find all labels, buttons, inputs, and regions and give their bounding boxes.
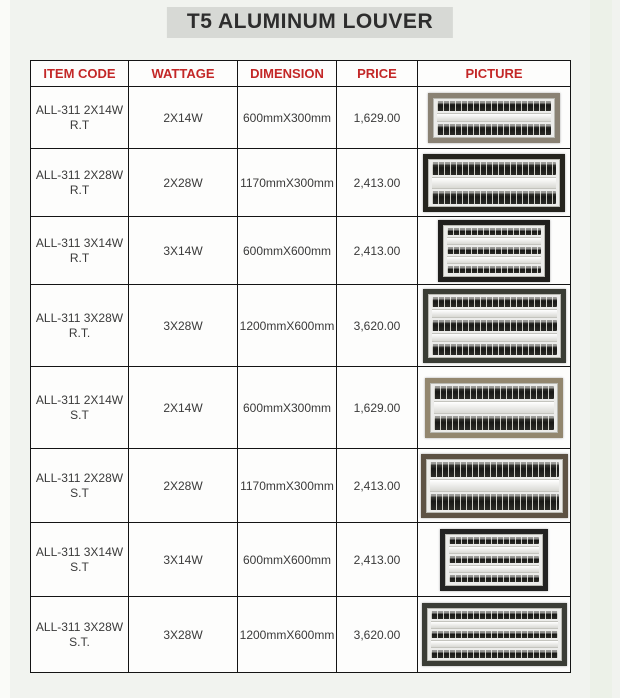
- table-row: [31, 449, 571, 523]
- louver-band: [432, 344, 557, 354]
- picture-cell: [418, 449, 571, 523]
- reflector-strip: [432, 333, 557, 343]
- dimension-cell: 1170mmX300mm: [238, 449, 337, 523]
- wattage-cell: 3X28W: [129, 597, 238, 673]
- louver-fixture-graphic: [433, 98, 555, 138]
- item-code-line1: ALL-311 3X28W: [35, 310, 124, 325]
- dimension-cell: 1200mmX600mm: [238, 597, 337, 673]
- item-code-cell: [31, 285, 129, 367]
- column-header-dimension: DIMENSION: [238, 61, 337, 87]
- price-cell: 3,620.00: [337, 285, 418, 367]
- item-code-line2: R.T: [69, 182, 90, 197]
- wattage-cell: 3X14W: [129, 217, 238, 285]
- product-photo: [440, 529, 548, 591]
- price-cell: 1,629.00: [337, 87, 418, 149]
- item-code-cell: [31, 149, 129, 217]
- product-photo: [423, 154, 565, 212]
- reflector-strip: [432, 177, 556, 189]
- price-cell: 2,413.00: [337, 217, 418, 285]
- column-header-wattage: WATTAGE: [129, 61, 238, 87]
- picture-cell: [418, 523, 571, 597]
- reflector-strip: [449, 565, 539, 573]
- item-code-cell: [31, 523, 129, 597]
- reflector-strip: [447, 256, 541, 264]
- wattage-cell: 2X14W: [129, 87, 238, 149]
- page-title: T5 ALUMINUM LOUVER: [167, 7, 453, 38]
- louver-band: [432, 320, 557, 330]
- louver-band: [447, 228, 541, 235]
- dimension-cell: 600mmX300mm: [238, 367, 337, 449]
- item-code-line1: ALL-311 3X28W: [35, 619, 124, 634]
- louver-fixture-graphic: [427, 608, 562, 661]
- price-cell: 3,620.00: [337, 597, 418, 673]
- product-table: [30, 60, 571, 673]
- table-row: [31, 149, 571, 217]
- dimension-cell: 600mmX600mm: [238, 523, 337, 597]
- louver-band: [432, 297, 557, 307]
- item-code-line2: S.T: [70, 407, 89, 422]
- price-cell: 2,413.00: [337, 523, 418, 597]
- reflector-strip: [434, 401, 554, 414]
- item-code-cell: [31, 367, 129, 449]
- louver-fixture-graphic: [445, 534, 543, 586]
- item-code-line1: ALL-311 3X14W: [35, 544, 124, 559]
- item-code-line1: ALL-311 2X28W: [35, 470, 124, 485]
- louver-fixture-graphic: [428, 294, 561, 358]
- louver-band: [432, 191, 556, 204]
- product-photo: [422, 603, 567, 666]
- item-code-line1: ALL-311 2X14W: [35, 102, 124, 117]
- dimension-cell: 1170mmX300mm: [238, 149, 337, 217]
- item-code-cell: [31, 217, 129, 285]
- item-code-cell: [31, 87, 129, 149]
- louver-band: [437, 124, 551, 134]
- table-row: [31, 87, 571, 149]
- louver-band: [449, 556, 539, 563]
- louver-band: [434, 386, 554, 400]
- louver-fixture-graphic: [428, 159, 560, 207]
- dimension-cell: 600mmX600mm: [238, 217, 337, 285]
- louver-band: [431, 650, 558, 658]
- price-cell: 1,629.00: [337, 367, 418, 449]
- price-cell: 2,413.00: [337, 149, 418, 217]
- page-right-edge: [590, 0, 612, 698]
- louver-band: [434, 416, 554, 430]
- reflector-strip: [437, 113, 551, 123]
- table-row: [31, 367, 571, 449]
- louver-band: [449, 537, 539, 544]
- table-row: [31, 285, 571, 367]
- column-header-picture: PICTURE: [418, 61, 571, 87]
- wattage-cell: 2X28W: [129, 149, 238, 217]
- page-left-edge: [0, 0, 10, 698]
- louver-band: [432, 162, 556, 175]
- item-code-line2: S.T: [70, 485, 89, 500]
- reflector-strip: [430, 479, 559, 493]
- table-row: [31, 523, 571, 597]
- louver-band: [449, 575, 539, 582]
- product-photo: [425, 378, 563, 438]
- wattage-cell: 2X14W: [129, 367, 238, 449]
- picture-cell: [418, 217, 571, 285]
- column-header-price: PRICE: [337, 61, 418, 87]
- picture-cell: [418, 367, 571, 449]
- product-photo: [423, 289, 566, 363]
- item-code-cell: [31, 597, 129, 673]
- item-code-line1: ALL-311 2X14W: [35, 392, 124, 407]
- louver-band: [431, 631, 558, 639]
- item-code-line2: R.T.: [68, 325, 91, 340]
- item-code-line2: R.T: [69, 117, 90, 132]
- price-cell: 2,413.00: [337, 449, 418, 523]
- item-code-line1: ALL-311 2X28W: [35, 167, 124, 182]
- reflector-strip: [432, 309, 557, 319]
- table-header-row: [31, 61, 571, 87]
- picture-cell: [418, 597, 571, 673]
- dimension-cell: 1200mmX600mm: [238, 285, 337, 367]
- item-code-line2: R.T: [69, 250, 90, 265]
- picture-cell: [418, 149, 571, 217]
- louver-band: [431, 611, 558, 619]
- item-code-line1: ALL-311 3X14W: [35, 235, 124, 250]
- item-code-line2: S.T: [70, 559, 89, 574]
- picture-cell: [418, 285, 571, 367]
- louver-fixture-graphic: [430, 383, 558, 433]
- product-photo: [438, 220, 550, 282]
- reflector-strip: [431, 640, 558, 648]
- louver-band: [437, 101, 551, 111]
- wattage-cell: 3X14W: [129, 523, 238, 597]
- wattage-cell: 3X28W: [129, 285, 238, 367]
- item-code-line2: S.T.: [69, 634, 90, 649]
- louver-fixture-graphic: [443, 225, 545, 277]
- reflector-strip: [449, 546, 539, 554]
- item-code-cell: [31, 449, 129, 523]
- product-photo: [421, 454, 568, 518]
- table-row: [31, 217, 571, 285]
- wattage-cell: 2X28W: [129, 449, 238, 523]
- column-header-item-code: ITEM CODE: [31, 61, 129, 87]
- product-photo: [428, 93, 560, 143]
- louver-band: [447, 247, 541, 254]
- reflector-strip: [447, 237, 541, 245]
- dimension-cell: 600mmX300mm: [238, 87, 337, 149]
- louver-band: [430, 494, 559, 509]
- louver-band: [447, 266, 541, 273]
- table-row: [31, 597, 571, 673]
- reflector-strip: [431, 621, 558, 629]
- louver-band: [430, 462, 559, 477]
- picture-cell: [418, 87, 571, 149]
- louver-fixture-graphic: [426, 459, 563, 513]
